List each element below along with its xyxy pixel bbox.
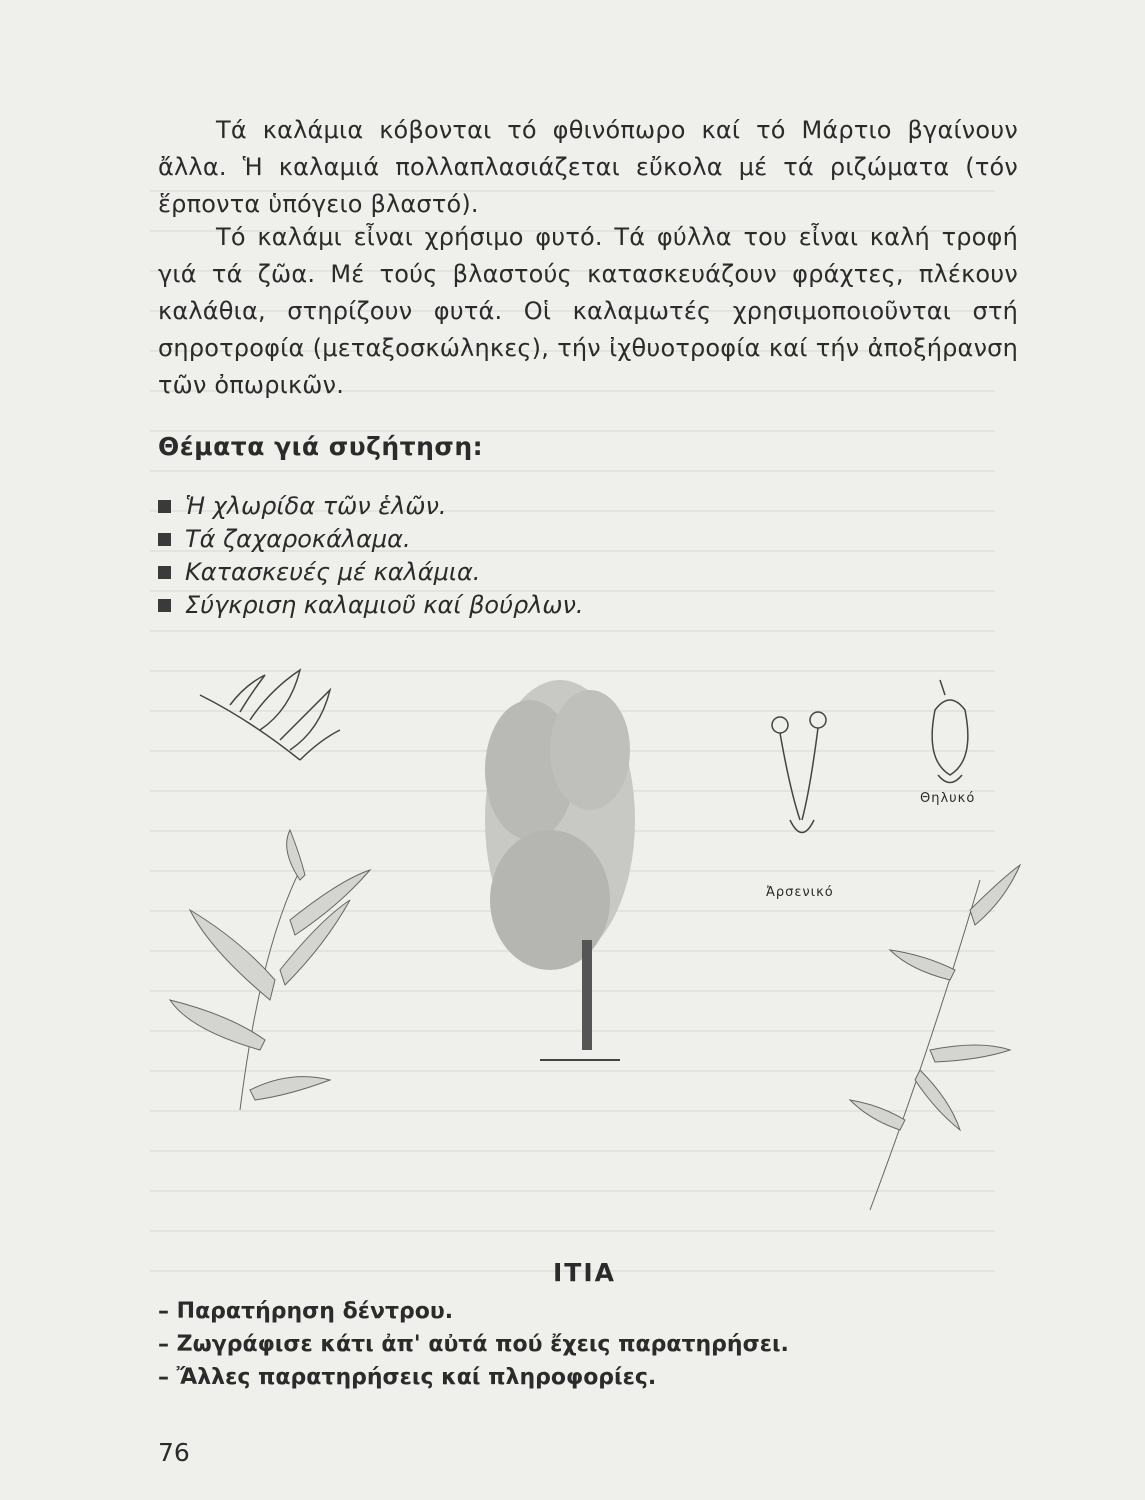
list-item: Κατασκευές μέ καλάμια. xyxy=(158,556,584,589)
square-bullet-icon xyxy=(158,599,171,612)
willow-tree-drawing xyxy=(485,680,635,1060)
list-item: Ἡ χλωρίδα τῶν ἑλῶν. xyxy=(158,490,584,523)
list-item: Σύγκριση καλαμιοῦ καί βούρλων. xyxy=(158,589,584,622)
willow-branch-right xyxy=(850,865,1020,1210)
task-list xyxy=(158,1296,789,1395)
flower-diagram xyxy=(772,680,968,833)
list-item: – Ζωγράφισε κάτι ἀπ' αὐτά πού ἔχεις παρατηρήσει. xyxy=(158,1332,789,1357)
discussion-heading: Θέματα γιά συζήτηση: xyxy=(158,432,484,461)
willow-leaf-drawing xyxy=(200,670,340,760)
square-bullet-icon xyxy=(158,566,171,579)
male-flower-label: Ἀρσενικό xyxy=(766,885,834,900)
willow-branch-left xyxy=(170,830,370,1110)
paragraph-2: Τό καλάμι εἶναι χρήσιμο φυτό. Τά φύλλα του εἶναι καλή τροφή γιά τά ζῶα. Μέ τούς βλαστούς κατασκευάζουν φράχτες, πλέκουν καλάθια, στηρίζουν φυτά. Οἱ καλαμωτές χρησιμοποιοῦνται στή σηροτροφία (μεταξοσκώληκες), τήν ἰχθυοτροφία καί τήν ἀποξήρανση τῶν ὀπωρικῶν. xyxy=(158,223,1018,399)
square-bullet-icon xyxy=(158,533,171,546)
illustration-caption: ΙΤΙΑ xyxy=(553,1258,617,1287)
list-item: – Παρατήρηση δέντρου. xyxy=(158,1299,454,1324)
square-bullet-icon xyxy=(158,500,171,513)
female-flower-label: Θηλυκό xyxy=(920,791,976,806)
list-item: – Ἄλλες παρατηρήσεις καί πληροφορίες. xyxy=(158,1365,657,1390)
list-item: Τά ζαχαροκάλαμα. xyxy=(158,523,584,556)
paragraph-1: Τά καλάμια κόβονται τό φθινόπωρο καί τό Μάρτιο βγαίνουν ἄλλα. Ἡ καλαμιά πολλαπλασιάζεται εὔκολα μέ τά ριζώματα (τόν ἕρποντα ὑπόγειο βλαστό). xyxy=(158,116,1018,218)
discussion-list xyxy=(158,490,584,622)
willow-illustration xyxy=(150,650,1030,1270)
page-number: 76 xyxy=(158,1438,190,1467)
